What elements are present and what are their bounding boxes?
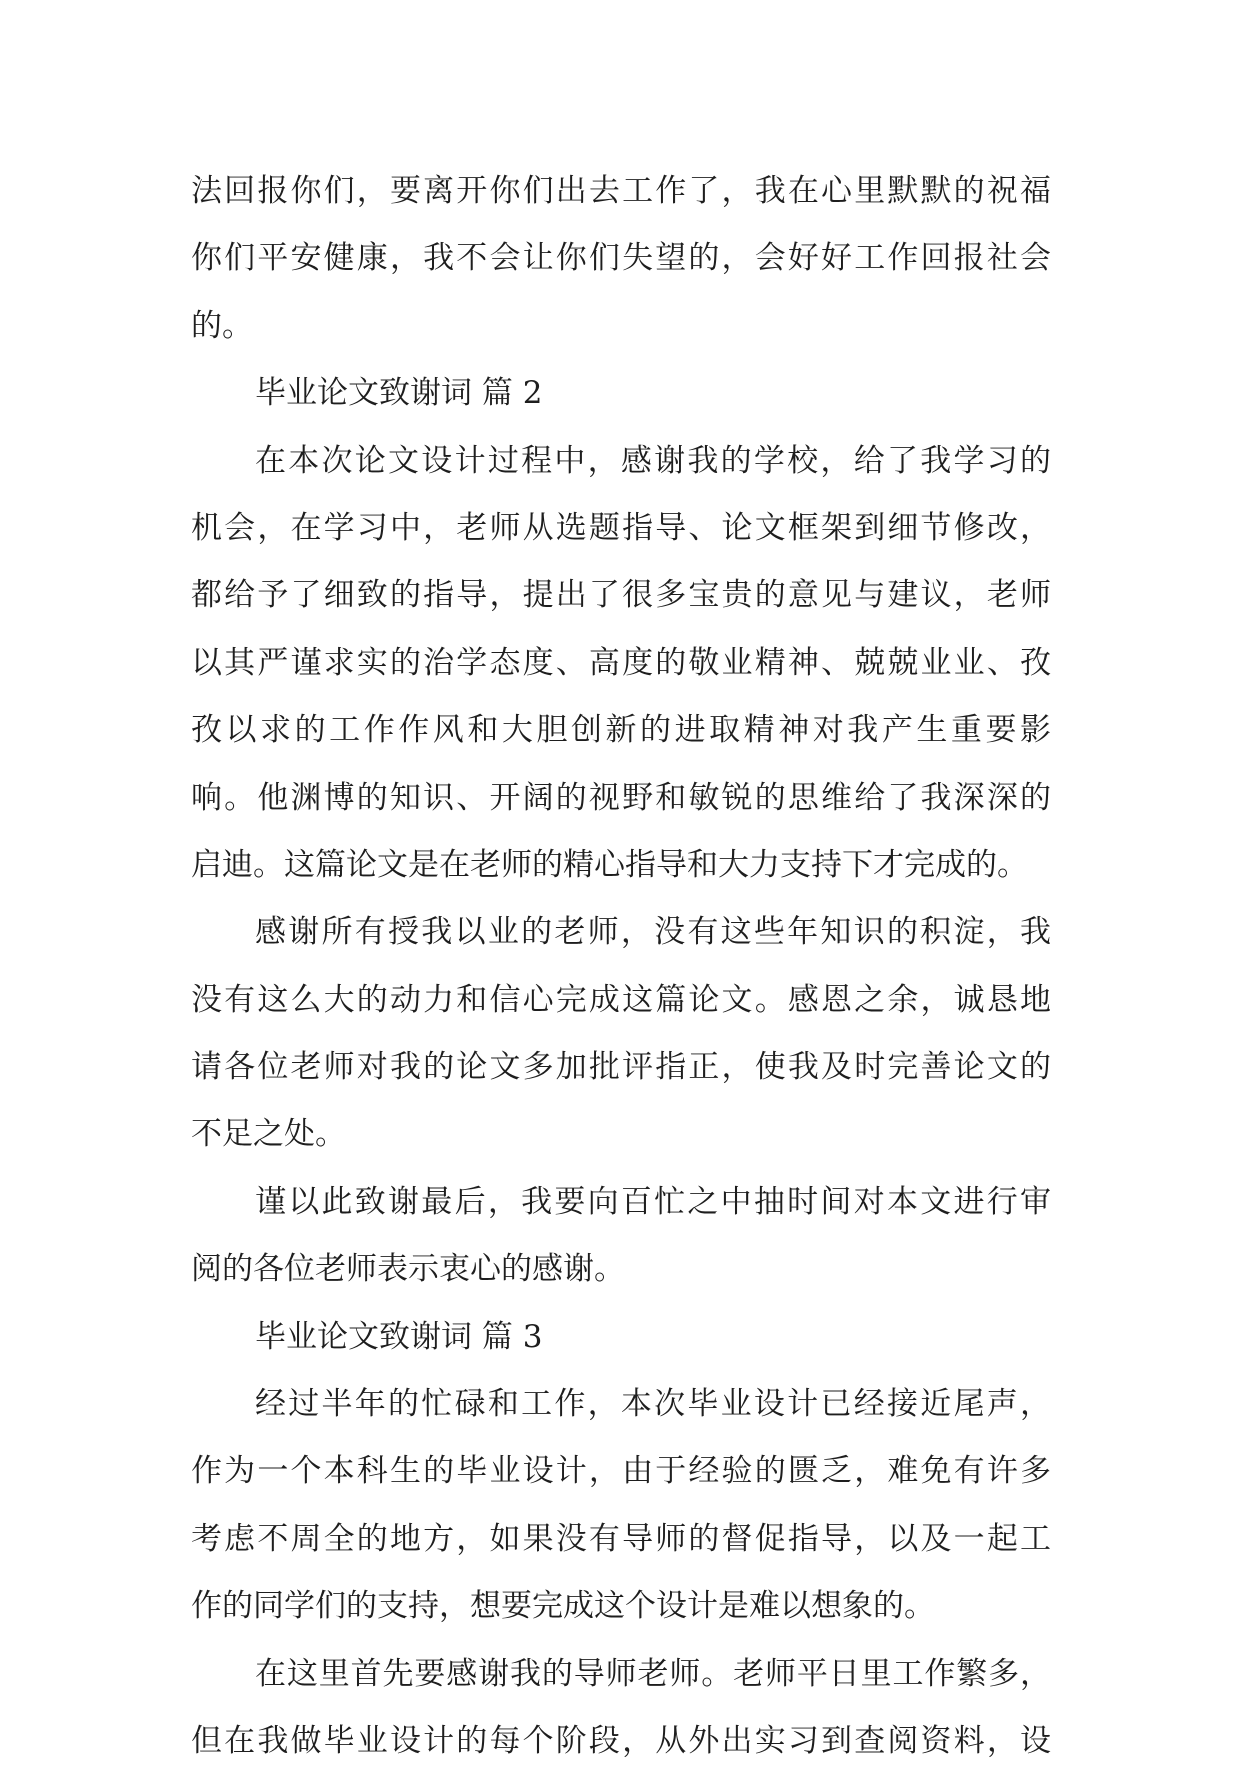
paragraph-line: 考虑不周全的地方，如果没有导师的督促指导，以及一起工 <box>191 1520 1051 1557</box>
section-heading: 毕业论文致谢词 篇 2 <box>255 375 543 412</box>
paragraph-line: 以其严谨求实的治学态度、高度的敬业精神、兢兢业业、孜 <box>191 644 1051 681</box>
document-body <box>191 158 1051 1775</box>
paragraph-line: 经过半年的忙碌和工作，本次毕业设计已经接近尾声， <box>255 1386 1051 1423</box>
paragraph-line: 请各位老师对我的论文多加批评指正，使我及时完善论文的 <box>191 1049 1051 1086</box>
paragraph-line: 的。 <box>191 307 253 344</box>
paragraph-line: 在本次论文设计过程中，感谢我的学校，给了我学习的 <box>255 442 1051 479</box>
section-heading: 毕业论文致谢词 篇 3 <box>255 1318 543 1355</box>
paragraph-line: 不足之处。 <box>191 1116 346 1153</box>
paragraph-line: 谨以此致谢最后，我要向百忙之中抽时间对本文进行审 <box>255 1183 1051 1220</box>
paragraph-line: 都给予了细致的指导，提出了很多宝贵的意见与建议，老师 <box>191 577 1051 614</box>
paragraph-line: 感谢所有授我以业的老师，没有这些年知识的积淀，我 <box>255 914 1051 951</box>
paragraph-line: 在这里首先要感谢我的导师老师。老师平日里工作繁多， <box>255 1655 1051 1692</box>
paragraph-line: 启迪。这篇论文是在老师的精心指导和大力支持下才完成的。 <box>191 846 1028 883</box>
paragraph-line: 作为一个本科生的毕业设计，由于经验的匮乏，难免有许多 <box>191 1453 1051 1490</box>
paragraph-line: 法回报你们，要离开你们出去工作了，我在心里默默的祝福 <box>191 173 1051 209</box>
paragraph-line: 但在我做毕业设计的每个阶段，从外出实习到查阅资料，设 <box>191 1722 1051 1759</box>
paragraph-line: 没有这么大的动力和信心完成这篇论文。感恩之余，诚恳地 <box>191 981 1051 1018</box>
paragraph-line: 你们平安健康，我不会让你们失望的，会好好工作回报社会 <box>191 240 1051 277</box>
paragraph-line: 孜以求的工作作风和大胆创新的进取精神对我产生重要影 <box>191 712 1051 749</box>
paragraph-line: 响。他渊博的知识、开阔的视野和敏锐的思维给了我深深的 <box>191 779 1051 816</box>
paragraph-line: 机会，在学习中，老师从选题指导、论文框架到细节修改， <box>191 509 1051 546</box>
paragraph-line: 作的同学们的支持，想要完成这个设计是难以想象的。 <box>191 1588 935 1625</box>
paragraph-line: 阅的各位老师表示衷心的感谢。 <box>191 1251 625 1288</box>
